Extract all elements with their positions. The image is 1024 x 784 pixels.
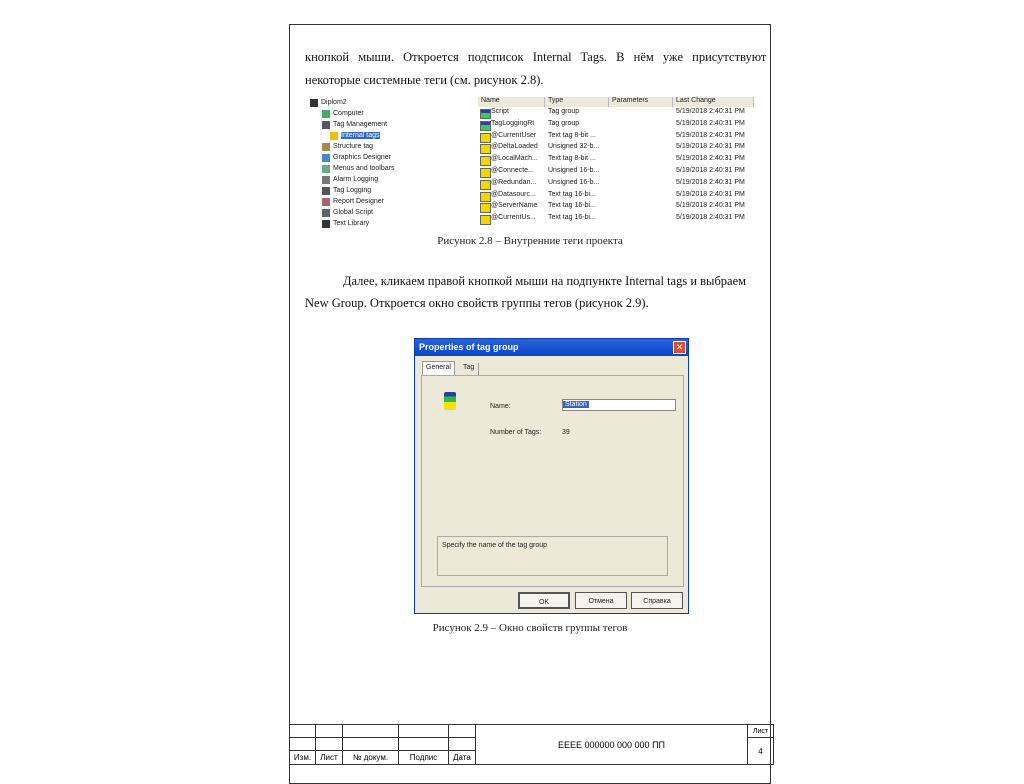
cell: @CurrentUser: [491, 131, 537, 139]
tag-icon: [480, 156, 491, 166]
hint-box: Specify the name of the tag group: [437, 536, 668, 576]
name-value: Station: [565, 401, 587, 408]
sheet-number: 4: [748, 738, 774, 765]
tag-group-icon: [444, 392, 456, 410]
tree-item[interactable]: [322, 108, 364, 119]
tree-item[interactable]: [322, 163, 394, 174]
paragraph-line: некоторые системные теги (см. рисунок 2.8).: [305, 73, 544, 87]
col-sign: Подпис: [399, 751, 449, 765]
cell: @Datasourc...: [491, 190, 536, 198]
ok-button[interactable]: OK: [518, 592, 570, 609]
cell: Tag group: [548, 108, 580, 115]
cell: 5/19/2018 2:40:31 PM: [676, 202, 745, 210]
title-block: [289, 724, 774, 765]
column-header[interactable]: Type: [545, 97, 609, 107]
tree-item-label: Tag Management: [333, 121, 388, 128]
tree-item-label: Internal tags: [341, 132, 380, 139]
tag-icon: [480, 133, 491, 143]
tree-node-icon: [322, 110, 330, 118]
tag-icon: [480, 215, 491, 225]
tree-node-icon: [322, 143, 330, 151]
cell: Text tag 16-bi...: [548, 190, 596, 198]
tree-item-label: Diplom2: [321, 99, 347, 106]
cell: TagLoggingRt: [491, 119, 535, 127]
tree-node-icon: [322, 187, 330, 195]
project-tree: [310, 97, 475, 229]
help-button[interactable]: Справка: [631, 592, 683, 609]
tree-item[interactable]: [322, 174, 378, 185]
paragraph-line: кнопкой мыши. Откроется подсписок Internal Tags. В нём уже присутствуют: [305, 50, 767, 64]
cell: 5/19/2018 2:40:31 PM: [676, 119, 745, 127]
tree-node-icon: [310, 99, 318, 107]
cell: Text tag 8-bit ...: [548, 155, 596, 163]
tree-item[interactable]: [310, 97, 347, 108]
tree-item-label: Alarm Logging: [333, 176, 379, 183]
dialog-title: Properties of tag group: [415, 339, 688, 356]
tree-item-label: Graphics Designer: [333, 154, 391, 161]
tree-item[interactable]: [322, 196, 384, 207]
cell: 5/19/2018 2:40:31 PM: [676, 190, 745, 198]
col-list: Лист: [316, 751, 343, 765]
figure-caption: Рисунок 2.8 – Внутренние теги проекта: [437, 235, 623, 247]
list-row[interactable]: [478, 167, 754, 178]
tree-node-icon: [322, 209, 330, 217]
tree-item[interactable]: [322, 218, 369, 229]
close-icon[interactable]: ✕: [673, 341, 686, 354]
tag-icon: [480, 180, 491, 190]
paragraph-line: New Group. Откроется окно свойств группы тегов (рисунок 2.9).: [305, 296, 649, 310]
tag-group-icon: [480, 109, 491, 119]
cell: 5/19/2018 2:40:31 PM: [676, 143, 745, 151]
tree-node-icon: [322, 154, 330, 162]
cell: 5/19/2018 2:40:31 PM: [676, 155, 745, 163]
list-row[interactable]: [478, 155, 754, 166]
tag-list: [478, 97, 754, 229]
column-header[interactable]: Parameters: [609, 97, 673, 107]
list-row[interactable]: [478, 108, 754, 119]
properties-dialog: [414, 338, 689, 614]
cell: 5/19/2018 2:40:31 PM: [676, 178, 745, 186]
cell: Tag group: [548, 119, 580, 127]
cell: @DeltaLoaded: [491, 143, 538, 151]
cancel-button[interactable]: Отмена: [575, 592, 627, 609]
tree-item[interactable]: [322, 119, 387, 130]
cell: 5/19/2018 2:40:31 PM: [676, 108, 745, 115]
figure-caption: Рисунок 2.9 – Окно свойств группы тегов: [432, 622, 628, 634]
tree-item-label: Global Script: [333, 209, 374, 216]
count-value: 39: [562, 429, 570, 436]
cell: @CurrentUs...: [491, 214, 536, 222]
tag-icon: [480, 203, 491, 213]
col-doc: № докум.: [343, 751, 399, 765]
list-row[interactable]: [478, 202, 754, 213]
list-row[interactable]: [478, 191, 754, 202]
tag-icon: [480, 144, 491, 154]
cell: Text tag 16-bi...: [548, 214, 596, 222]
tree-item-label: Report Designer: [333, 198, 384, 205]
cell: Script: [491, 108, 509, 115]
col-date: Дата: [449, 751, 476, 765]
sheet-label: Лист: [748, 725, 774, 738]
tab-panel: [421, 375, 684, 587]
cell: 5/19/2018 2:40:31 PM: [676, 214, 745, 222]
tab-tag[interactable]: Tag: [459, 363, 479, 377]
tree-item[interactable]: [322, 185, 371, 196]
cell: Text tag 16-bi...: [548, 202, 596, 210]
tree-node-icon: [322, 165, 330, 173]
name-label: Name:: [490, 403, 511, 410]
tree-item-label: Computer: [333, 110, 364, 117]
cell: @Redundan...: [491, 178, 537, 186]
tree-item-label: Tag Logging: [333, 187, 372, 194]
column-header[interactable]: Name: [478, 97, 545, 107]
list-row[interactable]: [478, 120, 754, 131]
cell: Text tag 8-bit ...: [548, 131, 596, 139]
tree-item[interactable]: [322, 152, 391, 163]
count-label: Number of Tags:: [490, 429, 542, 436]
list-row[interactable]: [478, 214, 754, 225]
tree-node-icon: [322, 198, 330, 206]
tree-item-label: Menus and toolbars: [333, 165, 395, 172]
tree-item[interactable]: [322, 141, 373, 152]
col-izm: Изм.: [290, 751, 316, 765]
cell: @Connecte...: [491, 167, 534, 174]
paragraph-line: Далее, кликаем правой кнопкой мыши на подпункте Internal tags и выбраем: [343, 274, 747, 288]
tab-general[interactable]: General: [422, 361, 455, 375]
cell: Unsigned 16-b...: [548, 167, 600, 174]
tree-node-icon: [322, 121, 330, 129]
tree-item[interactable]: [322, 207, 373, 218]
tag-group-icon: [480, 121, 491, 131]
list-row[interactable]: [478, 143, 754, 154]
cell: @LocalMach...: [491, 155, 538, 163]
tree-item-label: Text Library: [333, 220, 370, 227]
column-header[interactable]: Last Change: [673, 97, 754, 107]
tree-item-label: Structure tag: [333, 143, 374, 150]
tree-item[interactable]: [330, 130, 380, 141]
tree-node-icon: [322, 220, 330, 228]
cell: Unsigned 32-b...: [548, 143, 600, 151]
list-row[interactable]: [478, 132, 754, 143]
name-input[interactable]: [562, 399, 676, 411]
document-code: ЕЕЕЕ 000000 000 000 ПП: [476, 725, 748, 765]
cell: 5/19/2018 2:40:31 PM: [676, 167, 745, 174]
tree-node-icon: [322, 176, 330, 184]
cell: 5/19/2018 2:40:31 PM: [676, 131, 745, 139]
cell: Unsigned 16-b...: [548, 178, 600, 186]
tree-node-icon: [330, 132, 338, 140]
cell: @ServerName: [491, 202, 538, 210]
tag-icon: [480, 168, 491, 178]
list-row[interactable]: [478, 179, 754, 190]
tag-icon: [480, 192, 491, 202]
